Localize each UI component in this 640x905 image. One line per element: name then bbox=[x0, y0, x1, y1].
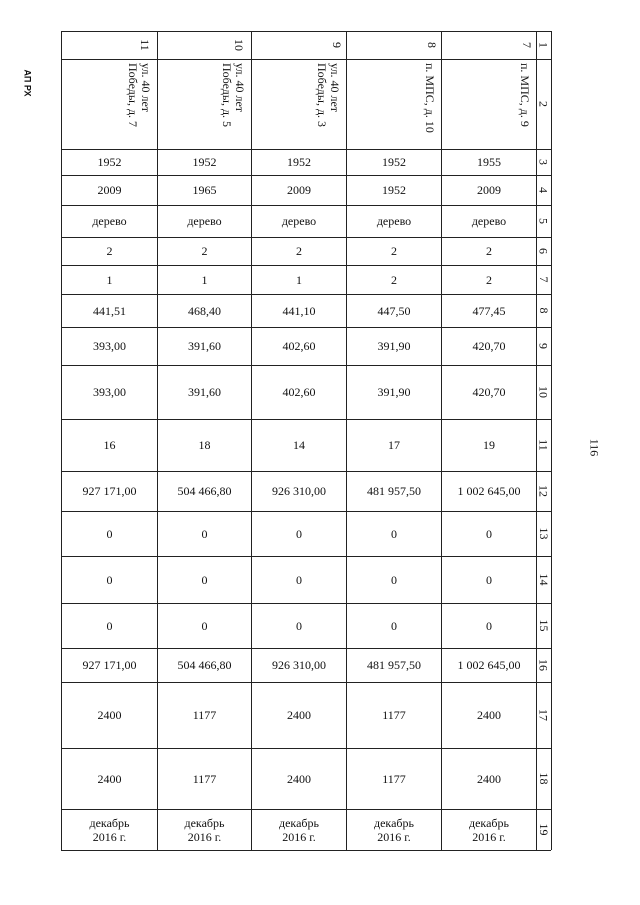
deadline-cell bbox=[252, 809, 346, 850]
table-cell: 2400 bbox=[97, 708, 122, 722]
row-number: 9 bbox=[537, 343, 551, 349]
table-cell: 0 bbox=[296, 618, 302, 633]
table-cell: 402,60 bbox=[282, 385, 316, 399]
table-cell: 0 bbox=[201, 572, 208, 587]
deadline-line: декабрь bbox=[184, 815, 225, 830]
table-cell: дерево bbox=[187, 214, 222, 228]
table-cell: 926 310,00 bbox=[272, 484, 326, 498]
row-rule bbox=[61, 850, 551, 851]
address-line: ул. 40 лет bbox=[328, 63, 342, 113]
table-cell: 2 bbox=[106, 244, 113, 258]
column-number-text: 7 bbox=[520, 42, 534, 48]
table-cell: 1177 bbox=[382, 708, 406, 722]
table-cell: 391,60 bbox=[188, 385, 221, 399]
column-number-text: 9 bbox=[330, 42, 344, 48]
table-cell: 2 bbox=[486, 244, 492, 258]
row-number: 10 bbox=[537, 386, 551, 398]
table-cell: 1 bbox=[201, 272, 208, 287]
row-number: 8 bbox=[537, 307, 551, 314]
table-cell: 1965 bbox=[192, 183, 217, 197]
column-number-text: 8 bbox=[425, 42, 439, 48]
table-cell: 0 bbox=[106, 618, 113, 633]
deadline-line: декабрь bbox=[469, 815, 509, 830]
table-cell: 0 bbox=[106, 526, 113, 541]
column-number bbox=[252, 31, 346, 59]
deadline-line: 2016 г. bbox=[187, 829, 222, 844]
column-number-text: 11 bbox=[138, 39, 153, 51]
table-cell: 927 171,00 bbox=[82, 658, 137, 672]
table-cell: 2400 bbox=[97, 771, 122, 786]
table-cell: 2400 bbox=[287, 708, 311, 722]
table-cell: 504 466,80 bbox=[177, 658, 232, 672]
table-cell: 447,50 bbox=[377, 303, 411, 318]
table-cell: 2400 bbox=[477, 708, 501, 722]
table-cell: 2 bbox=[391, 244, 397, 258]
table-cell: 2009 bbox=[287, 183, 311, 197]
row-number: 2 bbox=[537, 101, 551, 107]
deadline-line: 2016 г. bbox=[282, 829, 316, 844]
table-cell: 0 bbox=[391, 526, 397, 541]
table-cell: 2 bbox=[486, 272, 492, 287]
column-number bbox=[347, 31, 441, 59]
table-cell: 1 002 645,00 bbox=[457, 658, 521, 672]
row-rule bbox=[61, 59, 551, 60]
row-number: 4 bbox=[537, 187, 551, 193]
table-cell: 0 bbox=[201, 526, 208, 541]
row-number: 3 bbox=[537, 159, 551, 165]
column-number bbox=[62, 31, 157, 59]
table-cell: 0 bbox=[391, 572, 397, 587]
table-cell: 420,70 bbox=[472, 339, 506, 353]
table-cell: 1177 bbox=[192, 708, 217, 722]
table-cell: 1952 bbox=[192, 155, 217, 169]
deadline-cell bbox=[442, 809, 536, 850]
row-number: 15 bbox=[537, 619, 551, 632]
table-cell: 1 bbox=[296, 272, 302, 287]
table-cell: 1 002 645,00 bbox=[457, 484, 521, 498]
column-number bbox=[158, 31, 251, 59]
table-cell: 0 bbox=[486, 572, 492, 587]
table-cell: 393,00 bbox=[93, 385, 126, 399]
address-line: п. МПС, д. 9 bbox=[518, 63, 532, 127]
data-table bbox=[61, 31, 551, 850]
table-cell: 2 bbox=[201, 244, 208, 258]
address-line: Победы, д. 5 bbox=[220, 63, 234, 128]
table-cell: 2009 bbox=[477, 183, 501, 197]
deadline-cell bbox=[347, 809, 441, 850]
row-number: 11 bbox=[537, 439, 551, 451]
table-cell: 18 bbox=[198, 438, 211, 452]
table-cell: 481 957,50 bbox=[367, 658, 421, 672]
table-cell: дерево bbox=[376, 214, 412, 228]
table-cell: 2009 bbox=[97, 183, 122, 197]
table-cell: 0 bbox=[391, 618, 397, 633]
table-cell: дерево bbox=[92, 214, 127, 228]
address-line: ул. 40 лет bbox=[139, 63, 153, 113]
column-number-text: 10 bbox=[232, 39, 246, 51]
column-number bbox=[442, 31, 536, 59]
deadline-cell bbox=[158, 809, 251, 850]
table-cell: 2400 bbox=[477, 771, 501, 786]
table-cell: 481 957,50 bbox=[367, 484, 421, 498]
table-cell: дерево bbox=[281, 214, 317, 228]
side-label: АП РХ bbox=[22, 69, 33, 97]
table-cell: 504 466,80 bbox=[177, 484, 232, 498]
table-cell: 468,40 bbox=[188, 303, 221, 318]
row-number: 17 bbox=[537, 709, 551, 721]
table-cell: 1952 bbox=[382, 183, 406, 197]
page-number: 116 bbox=[587, 438, 602, 457]
address-line: Победы, д. 3 bbox=[315, 63, 329, 128]
table-cell: 441,10 bbox=[282, 303, 316, 318]
row-number: 14 bbox=[537, 573, 551, 586]
table-cell: 16 bbox=[103, 438, 116, 452]
table-cell: 1952 bbox=[382, 155, 406, 169]
table-cell: 1177 bbox=[192, 771, 217, 786]
deadline-line: 2016 г. bbox=[92, 829, 127, 844]
table-cell: 1177 bbox=[382, 771, 406, 786]
row-number: 7 bbox=[537, 276, 551, 283]
table-cell: дерево bbox=[471, 214, 507, 228]
table-cell: 420,70 bbox=[472, 385, 506, 399]
table-cell: 2400 bbox=[287, 771, 311, 786]
table-cell: 391,90 bbox=[377, 385, 411, 399]
row-number: 1 bbox=[537, 42, 551, 48]
table-cell: 926 310,00 bbox=[272, 658, 326, 672]
table-cell: 402,60 bbox=[282, 339, 316, 353]
table-cell: 0 bbox=[296, 526, 302, 541]
table-cell: 0 bbox=[296, 572, 302, 587]
table-cell: 0 bbox=[486, 526, 492, 541]
row-number: 19 bbox=[537, 823, 551, 836]
row-number: 6 bbox=[537, 248, 551, 254]
table-cell: 393,00 bbox=[93, 339, 126, 353]
table-cell: 0 bbox=[106, 572, 113, 587]
table-cell: 19 bbox=[483, 438, 495, 452]
deadline-line: декабрь bbox=[374, 815, 414, 830]
table-cell: 1952 bbox=[97, 155, 122, 169]
table-cell: 14 bbox=[293, 438, 305, 452]
table-cell: 391,60 bbox=[188, 339, 221, 353]
table-cell: 17 bbox=[388, 438, 400, 452]
deadline-line: декабрь bbox=[89, 815, 130, 830]
table-cell: 441,51 bbox=[93, 303, 126, 318]
table-cell: 927 171,00 bbox=[82, 484, 137, 498]
address-line: Победы, д. 7 bbox=[126, 63, 140, 128]
table-cell: 2 bbox=[391, 272, 397, 287]
table-cell: 477,45 bbox=[472, 303, 506, 318]
row-number: 5 bbox=[537, 218, 551, 224]
row-number: 16 bbox=[537, 659, 551, 671]
table-cell: 0 bbox=[201, 618, 208, 633]
table-cell: 1952 bbox=[287, 155, 311, 169]
table-cell: 2 bbox=[296, 244, 302, 258]
row-number: 12 bbox=[537, 485, 551, 497]
deadline-cell bbox=[62, 809, 157, 850]
table-cell: 391,90 bbox=[377, 339, 411, 353]
deadline-line: 2016 г. bbox=[472, 829, 506, 844]
address-line: п. МПС, д. 10 bbox=[423, 63, 437, 133]
address-line: ул. 40 лет bbox=[233, 63, 247, 113]
row-number: 13 bbox=[537, 527, 551, 540]
deadline-line: декабрь bbox=[279, 815, 319, 830]
deadline-line: 2016 г. bbox=[377, 829, 411, 844]
table-cell: 1 bbox=[106, 272, 113, 287]
row-number: 18 bbox=[537, 772, 551, 785]
table-cell: 0 bbox=[486, 618, 492, 633]
table-cell: 1955 bbox=[477, 155, 501, 169]
